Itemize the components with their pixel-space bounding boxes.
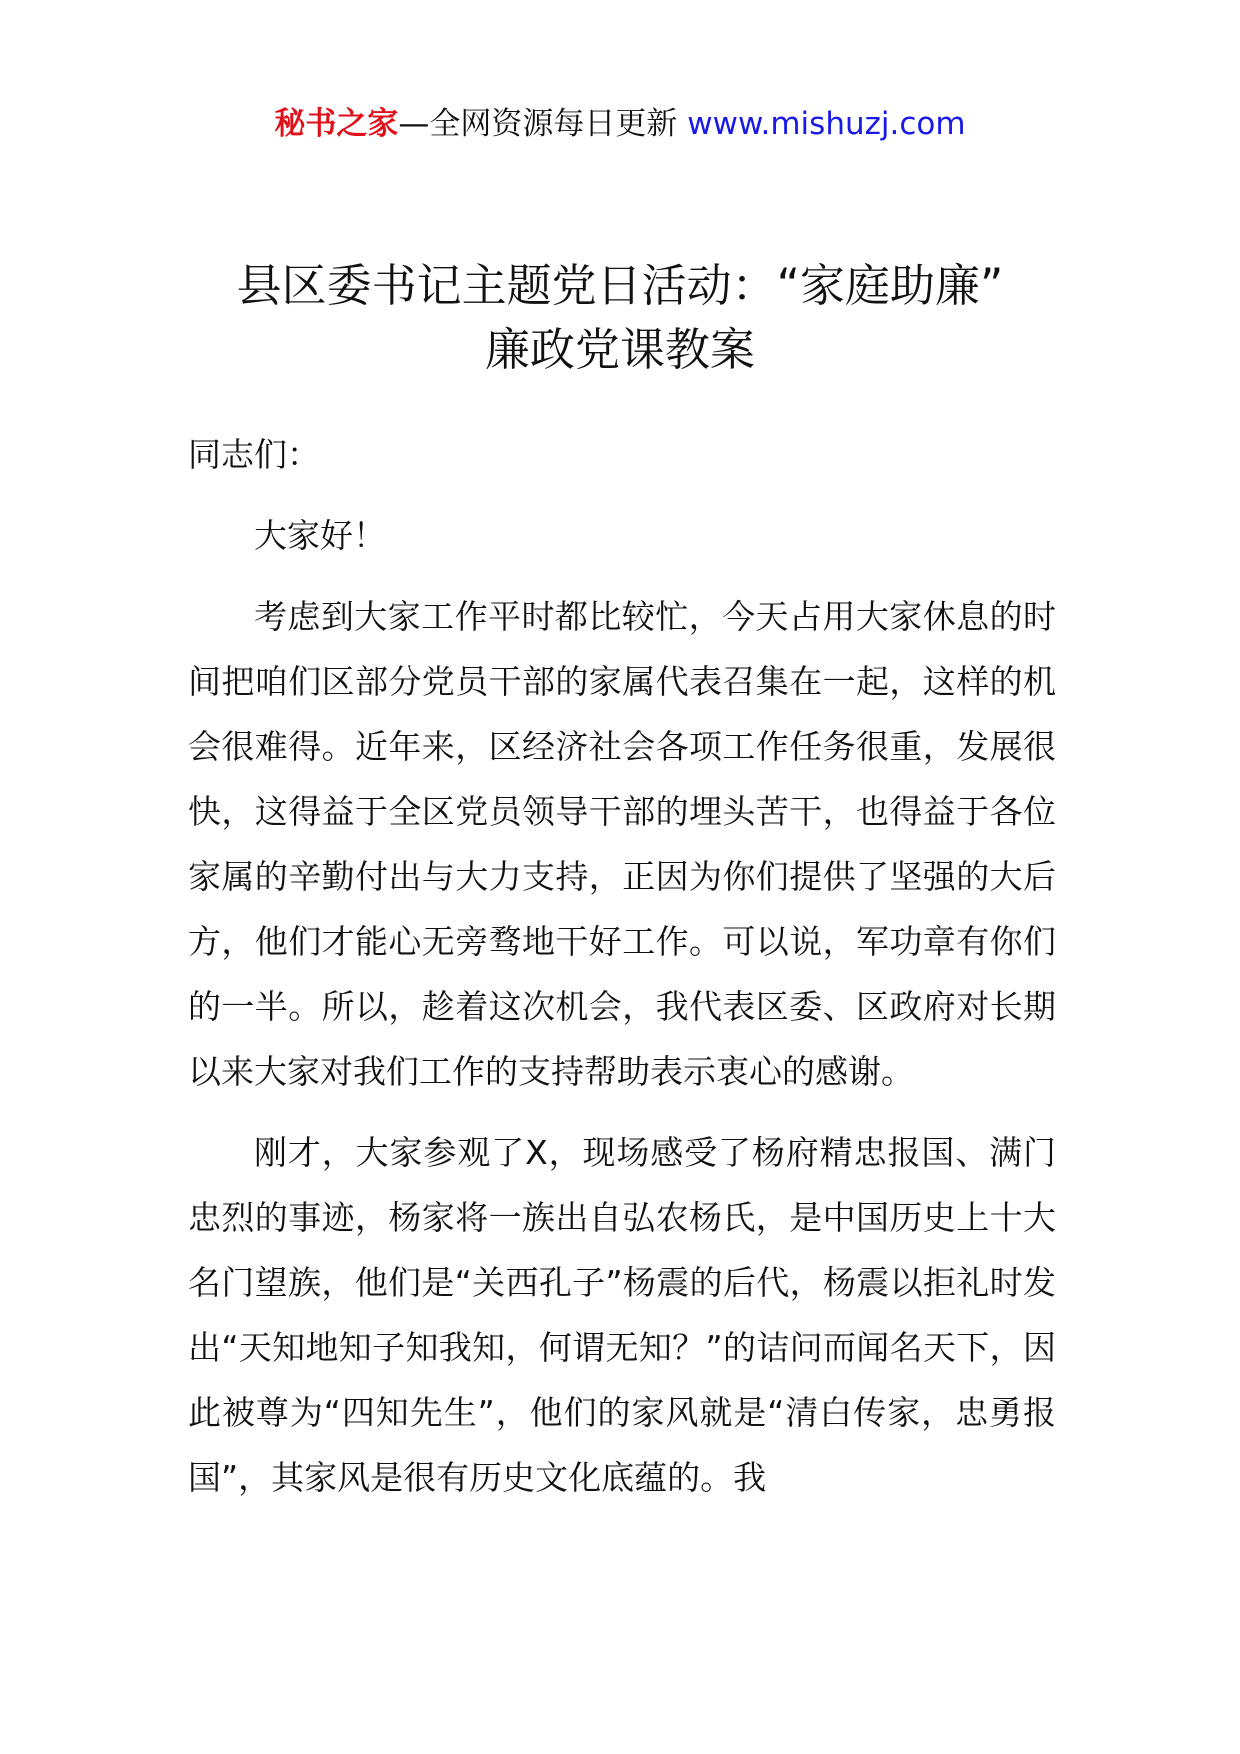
salutation: 同志们： (188, 435, 320, 474)
site-url-link[interactable]: www.mishuzj.com (687, 106, 966, 142)
brand-name: 秘书之家 (274, 106, 399, 142)
title-line-2: 廉政党课教案 (484, 323, 755, 376)
document-body (188, 422, 1056, 1526)
header-tagline: —全网资源每日更新 (398, 106, 678, 142)
title-line-1: 县区委书记主题党日活动：“家庭助廉” (236, 259, 1004, 312)
paragraph-greeting: 大家好！ (254, 516, 386, 555)
document-title (120, 254, 1120, 382)
site-header (0, 104, 1240, 144)
paragraph-thanks: 考虑到大家工作平时都比较忙，今天占用大家休息的时间把咱们区部分党员干部的家属代表召集在一起，这样的机会很难得。近年来，区经济社会各项工作任务很重，发展很快，这得益于全区党员领导干部的埋头苦干，也得益于各位家属的辛勤付出与大力支持，正因为你们提供了坚强的大后方，他们才能心无旁骛地干好工作。可以说，军功章有你们的一半。所以，趁着这次机会，我代表区委、区政府对长期以来大家对我们工作的支持帮助表示衷心的感谢。 (188, 597, 1056, 1091)
paragraph-yang-family: 刚才，大家参观了X，现场感受了杨府精忠报国、满门忠烈的事迹，杨家将一族出自弘农杨氏，是中国历史上十大名门望族，他们是“关西孔子”杨震的后代，杨震以拒礼时发出“天知地知子知我知，何谓无知？”的诘问而闻名天下，因此被尊为“四知先生”，他们的家风就是“清白传家，忠勇报国”，其家风是很有历史文化底蕴的。我 (188, 1133, 1056, 1497)
